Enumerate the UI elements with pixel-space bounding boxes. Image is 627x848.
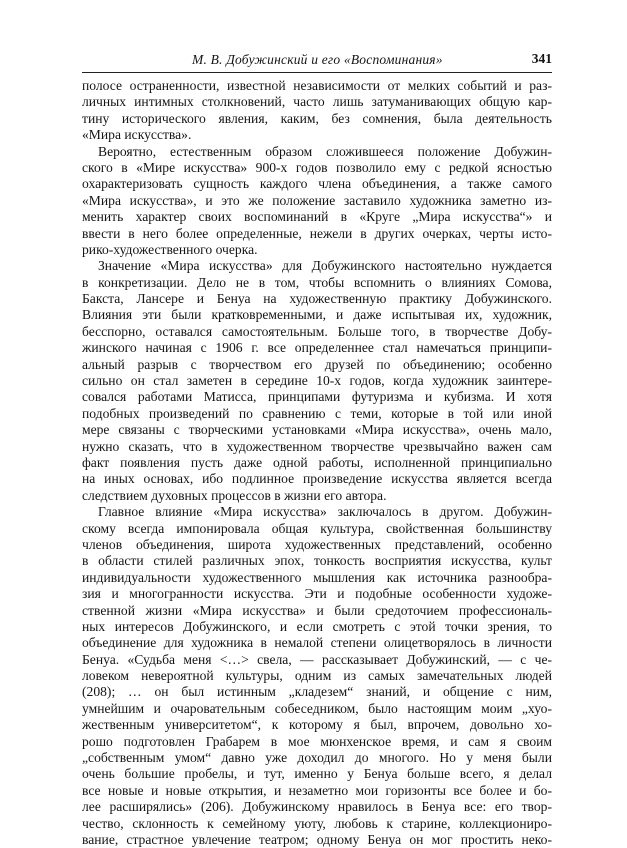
text-line: ных интересов Добужинского, и если смотреть с этой точки зрения, то <box>82 618 552 634</box>
text-line: охарактеризовать сущность каждого члена объединения, а также самого <box>82 176 552 192</box>
text-line: «Мира искусства». <box>82 127 192 143</box>
text-line: «Мира искусства», и это же положение заставило художника заметно из- <box>82 192 552 208</box>
text-line: менить характер своих воспоминаний в «Круге „Мира искусства“» и <box>82 209 552 225</box>
running-head <box>82 48 552 70</box>
text-line: умнейшим и очаровательным собеседником, было настоящим моим „хуо- <box>82 700 552 716</box>
text-line: альный разрыв с творчеством его друзей по объединению; особенно <box>82 356 552 372</box>
text-line: членов объединения, широта художественных представлений, особенно <box>82 536 552 552</box>
text-line: „собственным умом“ давно уже доходил до многого. Но у меня были <box>82 750 552 766</box>
text-line: в области стилей различных эпох, тонкость восприятия искусства, культ <box>82 553 552 569</box>
text-line: индивидуальности художественного мышления как источника разнообра- <box>82 569 552 585</box>
text-line: Влияния эти были кратковременными, и даже испытывая их, художник, <box>82 307 552 323</box>
text-line: вание, страстное увлечение театром; одному Бенуа он мог простить неко- <box>82 831 552 847</box>
text-line: ловеком невероятной культуры, одним из самых замечательных людей <box>82 668 552 684</box>
text-line: все новые и новые открытия, и незаметно мои горизонты все более и бо- <box>82 782 552 798</box>
text-line: Вероятно, естественным образом сложившееся положение Добужин- <box>98 143 552 159</box>
page-number: 341 <box>531 51 552 66</box>
text-line: жественным университетом“, к которому я был, впрочем, довольно хо- <box>82 717 552 733</box>
text-line: лее расширялись» (206). Добужинскому нравилось в Бенуа все: его твор- <box>82 799 552 815</box>
text-line: скому всегда импонировала общая культура, свойственная большинству <box>82 520 552 536</box>
running-title: М. В. Добужинский и его «Воспоминания» <box>192 52 443 67</box>
text-line: чество, склонность к семейному уюту, любовь к старине, коллекциониро- <box>82 815 552 831</box>
text-line: подобных произведений по сравнению с теми, которые в той или иной <box>82 405 552 421</box>
text-line: факт появления пусть даже одной работы, исполненной принципиально <box>82 454 552 470</box>
text-line: рошо подготовлен Грабарем в мое мюнхенское время, и сам я своим <box>82 733 552 749</box>
text-line: личных интимных столкновений, часто лишь затуманивающих общую кар- <box>82 94 552 110</box>
body-text <box>82 78 552 848</box>
text-line: (208); … он был истинным „кладезем“ знаний, и общение с ним, <box>82 684 552 700</box>
text-line: сильно он стал заметен в середине 10-х годов, когда художник заинтере- <box>82 373 552 389</box>
text-line: полосе остраненности, известной независимости от мелких событий и раз- <box>82 78 552 93</box>
header-rule <box>82 72 552 73</box>
text-line: в конкретизации. Дело не в том, чтобы вспомнить о влияниях Сомова, <box>82 274 552 290</box>
text-line: Бакста, Лансере и Бенуа на художественную практику Добужинского. <box>82 291 552 307</box>
text-line: зия и многогранности искусства. Эти и подобные особенности художе- <box>82 586 552 602</box>
text-line: рико-художественного очерка. <box>82 241 258 257</box>
text-line: нужно сказать, что в художественном творчестве чрезвычайно важен сам <box>82 438 552 454</box>
text-line: бесспорно, оставался самостоятельным. Больше того, в творчестве Добу- <box>82 323 552 339</box>
text-line: совался работами Матисса, принципами футуризма и кубизма. И хотя <box>82 389 552 405</box>
text-line: очень большие пробелы, и тут, именно у Бенуа больше всего, я делал <box>82 766 552 782</box>
text-line: объединение для художника в немалой степени олицетворялось в личности <box>82 635 552 651</box>
text-line: следствием духовных процессов в жизни его автора. <box>82 487 387 503</box>
text-line: Главное влияние «Мира искусства» заключалось в другом. Добужин- <box>98 504 552 520</box>
text-line: мере связаны с творческими установками «Мира искусства», очень мало, <box>82 422 552 438</box>
text-line: ственной жизни «Мира искусства» и были средоточием профессиональ- <box>82 602 552 618</box>
text-line: на иных основах, ибо подлинное произведение искусства является всегда <box>82 471 552 487</box>
text-line: Бенуа. «Судьба меня <…> свела, — рассказывает Добужинский, — с че- <box>82 651 552 667</box>
text-line: Значение «Мира искусства» для Добужинского настоятельно нуждается <box>98 258 552 274</box>
text-line: жинского начиная с 1906 г. все определеннее стал намечаться принципи- <box>82 340 552 356</box>
text-line: ского в «Мире искусства» 900-х годов позволило ему с редкой ясностью <box>82 159 552 175</box>
text-line: ввести в него более определенные, нежели в других очерках, черты исто- <box>82 225 552 241</box>
text-line: тину исторического явления, каким, без сомнения, была деятельность <box>82 110 552 126</box>
